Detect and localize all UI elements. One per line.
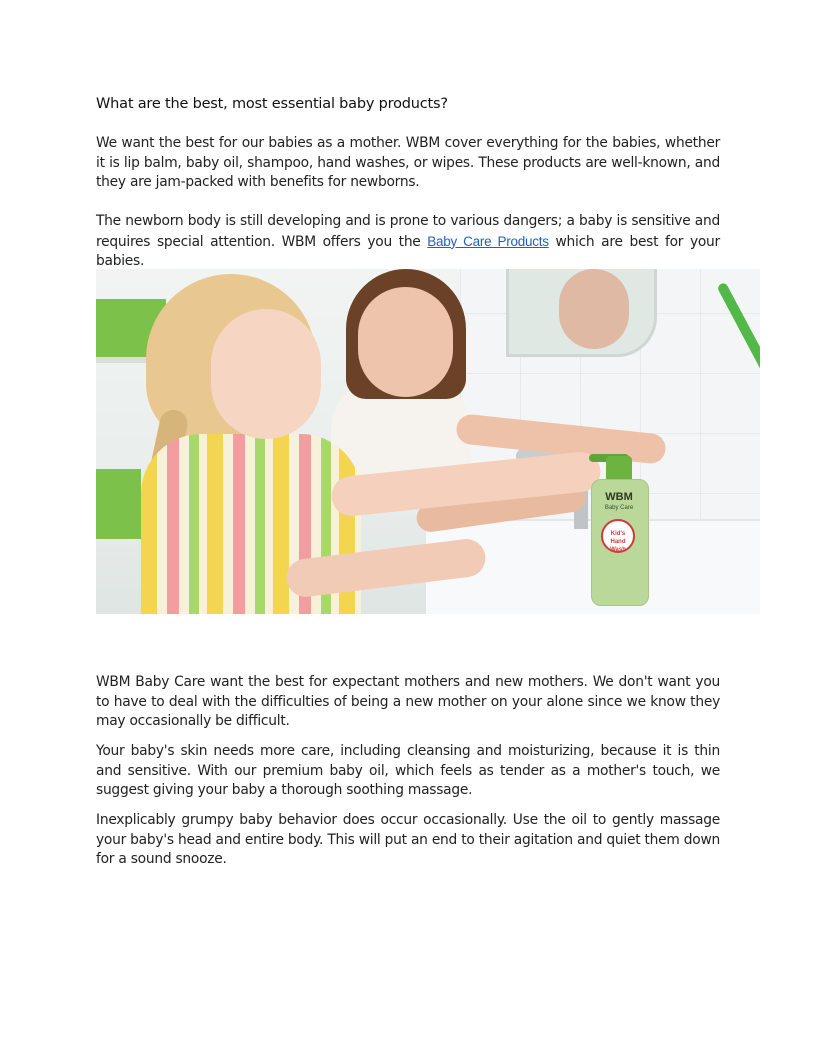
baby-care-products-link[interactable]: Baby Care Products	[427, 233, 549, 249]
girl-face	[211, 309, 321, 439]
bathroom-mirror	[506, 269, 657, 357]
bottle-brand-label: WBM	[605, 491, 633, 503]
bottle-badge: Kid's Hand Wash	[601, 519, 635, 553]
bottle-sub-label: Baby Care	[604, 505, 634, 511]
intro-paragraph: We want the best for our babies as a mother. WBM cover everything for the babies, whether it is lip balm, baby oil, shampoo, hand washes, or wipes. These products are well-known, and they are jam-packed with benefits for newborns.	[96, 135, 720, 191]
page-heading: What are the best, most essential baby products?	[96, 96, 448, 112]
mother-child-handwash-photo	[96, 269, 760, 614]
mirror-reflection	[559, 269, 629, 349]
body-paragraph-2: Your baby's skin needs more care, including cleansing and moisturizing, because it is thin and sensitive. With our premium baby oil, which feels as tender as a mother's touch, we suggest giving your baby a thorough soothing massage.	[96, 743, 720, 799]
body-paragraph-1: WBM Baby Care want the best for expectant mothers and new mothers. We don't want you to have to deal with the difficulties of being a new mother on your alone since we know they may occasionally be difficult.	[96, 674, 720, 730]
paragraph-with-link	[96, 212, 720, 272]
paragraph-text-after-link: which are best for your babies.	[96, 233, 720, 270]
mother-face	[358, 287, 453, 397]
body-paragraph-3: Inexplicably grumpy baby behavior does occur occasionally. Use the oil to gently massage your baby's head and entire body. This will put an end to their agitation and quiet them down for a sound snooze.	[96, 812, 720, 868]
green-wall-panel-lower	[96, 469, 141, 539]
paragraph-text-before-link: The newborn body is still developing and is prone to various dangers; a baby is sensitive and requires special attention. WBM offers you the	[96, 213, 720, 250]
